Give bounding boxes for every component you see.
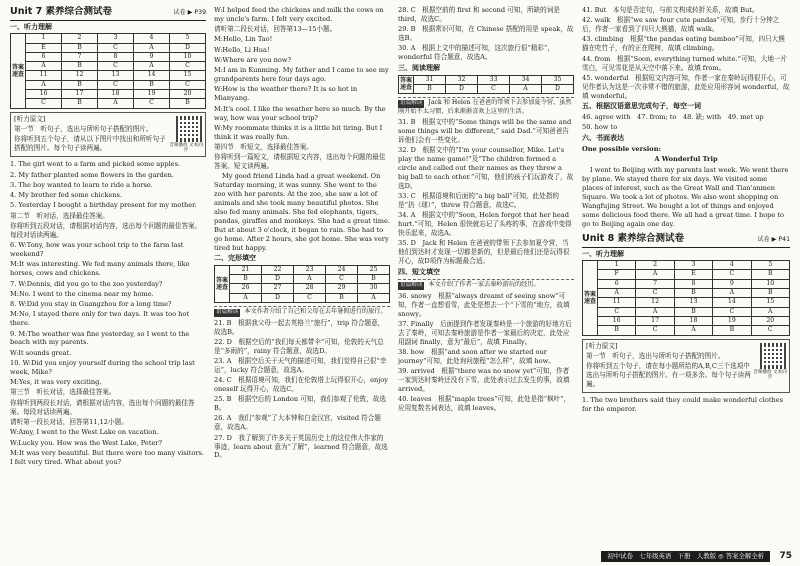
answer-cell: 2 <box>62 34 98 43</box>
answer-cell: C <box>170 62 206 71</box>
long-dialog-line-2: W:Lucky you. How was the West Lake, Peter? <box>10 438 163 447</box>
sentence-2: 2. My father planted some flowers in the garden. <box>10 170 175 179</box>
answer-cell: 2 <box>636 261 674 270</box>
unit8-part1-heading: 第一节 听句子，选出与所听句子搭配的图片。 <box>586 351 725 360</box>
qr-caption: 音频播放 文本同步 <box>169 142 203 153</box>
section5-heading: 五、根据汉语意思完成句子，每空一词 <box>582 102 701 111</box>
answer-cell: 21 <box>230 265 262 274</box>
col2-line-4: W:Hello, Li Hua! <box>214 45 270 54</box>
answer-cell: B <box>62 43 98 52</box>
answer-cell: B <box>62 99 98 108</box>
column-1 <box>10 6 206 544</box>
answer-cell: B <box>230 275 262 284</box>
answer-cell: 1 <box>26 34 62 43</box>
answer-cell: 11 <box>598 298 636 307</box>
answer-21: 21. B 根据我父母一起去英格兰“旅行”，trip 符合题意，故选B。 <box>214 318 385 336</box>
unit8-title: Unit 8 素养综合测试卷 <box>582 232 684 244</box>
answer-cell: A <box>294 275 326 284</box>
answer-46-49: 46. agree with 47. from; to 48. 缺; with 49. met up <box>582 112 764 121</box>
answer-cell: A <box>98 99 134 108</box>
col2-line-1: W:I helped feed the chickens and milk the cows on my uncle's farm. I felt very excited. <box>214 6 384 23</box>
sentence-1: 1. The girl went to a farm and picked some apples. <box>10 160 181 169</box>
part3-heading: 第三节 听长对话，选择最佳答案。 <box>10 388 116 397</box>
answer-cell: B <box>326 293 358 302</box>
answer-34: 34. A 根据文中的“Soon, Helen forgot that her head hurt.”可知，Helen 很快就忘记了头疼的事，在游戏中变得快乐起来，故选A。 <box>398 211 572 237</box>
dialog-9b: W:It sounds great. <box>10 348 72 357</box>
answer-cell: 7 <box>62 52 98 61</box>
answer-cell: 17 <box>62 90 98 99</box>
answer-cell: 14 <box>713 298 751 307</box>
dialog-10: 10. W:Did you enjoy yourself during the school trip last week, Mike? <box>10 359 195 376</box>
possible-version-label: One possible version: <box>582 144 661 153</box>
answer-cell: A <box>674 326 712 335</box>
answer-cell: A <box>598 289 636 298</box>
answer-cell: 27 <box>262 284 294 293</box>
unit8-header <box>582 233 790 248</box>
answer-cell: A <box>751 307 789 316</box>
answer-cell: 20 <box>751 316 789 325</box>
part4-passage: My good friend Linda had a great weekend. On Saturday morning, it was sunny. She went to the zoo with her parents. At the zoo, she saw a lot of animals and she took many beautiful photos. She also fed many animals. She fed elephants, tigers, pandas, giraffes and monkeys. She had a great time. But at about 3 o'clock, it began to rain. She had to go home. After 2 hours, she got home. She was very tired but happy. <box>214 172 390 252</box>
answer-cell: C <box>636 289 674 298</box>
unit8-transcript-heading: [听力原文] <box>586 341 618 350</box>
answer-table-label: 答案速查 <box>11 34 26 108</box>
answer-cell: C <box>326 275 358 284</box>
fill-note <box>398 279 574 290</box>
long-dialog-line-3: M:It was very beautiful. But there were too many visitors. I felt very tired. What about you? <box>10 448 205 466</box>
answer-table-label: 答案速查 <box>399 75 414 94</box>
answer-cell: B <box>414 84 446 93</box>
unit7-title: Unit 7 素养综合测试卷 <box>10 6 112 17</box>
answer-cell: 32 <box>446 75 478 84</box>
answer-cell: 23 <box>294 265 326 274</box>
answer-table-label: 答案速查 <box>215 265 230 302</box>
answer-cell: A <box>26 62 62 71</box>
unit8-section1-heading: 一、听力理解 <box>582 249 624 258</box>
answer-cell: 12 <box>636 298 674 307</box>
answer-30: 30. A 根据上文中的描述可知，这次旅行很“精彩”，wonderful 符合题意，故选A。 <box>398 44 554 62</box>
answer-cell: 16 <box>598 316 636 325</box>
part1-desc: 你将听到五个句子，请从以下图片中找出和所听句子搭配的图片。每个句子读两遍。 <box>14 135 166 153</box>
answer-cell: B <box>751 270 789 279</box>
answer-cell: C <box>636 326 674 335</box>
answer-cell: 14 <box>134 71 170 80</box>
part4-desc: 你将听到一篇短文，请根据短文内容，选出每个问题的最佳答案。短文读两遍。 <box>214 153 386 171</box>
section4-heading: 四、短文填空 <box>398 267 440 276</box>
answer-cell: 26 <box>230 284 262 293</box>
dialog-10b: M:Yes, it was very exciting. <box>10 378 102 387</box>
answer-cell: D <box>542 84 574 93</box>
answer-cell: 25 <box>358 265 390 274</box>
answer-cell: A <box>510 84 542 93</box>
answer-cell: C <box>170 80 206 89</box>
dialog-6: 6. W:Tony, how was your school trip to the farm last weekend? <box>10 241 184 259</box>
answer-cell: C <box>713 307 751 316</box>
answer-cell: 4 <box>134 34 170 43</box>
answer-cell: 10 <box>751 279 789 288</box>
section3-heading: 三、阅读理解 <box>398 64 440 73</box>
answer-cell: A <box>230 293 262 302</box>
answer-28: 28. C 根据空前的 first 和 second 可知，所缺的词是 third，故选C。 <box>398 6 560 23</box>
answer-cell: F <box>598 270 636 279</box>
answer-cell: 4 <box>713 261 751 270</box>
reading-note-text: Jack 和 Helen 在爸爸的带领下去参加夏令营，虽然刚开始不太习惯，后来渐渐喜欢上这里的生活。 <box>398 99 572 115</box>
unit8-ref: 试卷 ▶ P41 <box>757 235 790 243</box>
answer-36: 36. snowy 根据“always dreamt of seeing snow”可知，作者一直想看雪，此处是想去一个“下雪的”地方，故填 snowy。 <box>398 291 570 318</box>
answer-cell: C <box>26 99 62 108</box>
cloze-answer-table <box>214 265 390 303</box>
answer-cell: 6 <box>598 279 636 288</box>
answer-cell: D <box>262 293 294 302</box>
answer-39: 39. arrived 根据“there was no snow yet”可知，作者一家到达时秦岭还没有下雪，此处表示过去发生的事，故填 arrived。 <box>398 367 570 393</box>
listening-transcript-box <box>10 112 206 158</box>
answer-25: 25. B 根据空后的 London 可知，我们参观了伦敦，故选B。 <box>214 395 386 413</box>
answer-cell: C <box>751 326 789 335</box>
page-number: 75 <box>779 551 792 561</box>
col2-line-7: W:How is the weather there? It is so hot in Mianyang. <box>214 85 358 103</box>
part3-sub: 请听第一段长对话，回答第11,12小题。 <box>10 417 128 426</box>
answer-cell: A <box>26 80 62 89</box>
answer-cell: 18 <box>98 90 134 99</box>
unit8-sentence-1: 1. The two brothers said they could make wonderful clothes for the emperor. <box>582 396 784 414</box>
answer-cell: B <box>358 275 390 284</box>
unit8-answer-table <box>582 260 790 335</box>
section6-heading: 六、书面表达 <box>582 134 624 143</box>
unit8-transcript-box <box>582 339 790 394</box>
page-footer <box>0 550 800 562</box>
answer-cell: B <box>713 326 751 335</box>
part1-heading: 第一节 听句子，选出与所听句子搭配的图片。 <box>14 124 153 133</box>
col2-line-3: M:Hello, Lin Tao! <box>214 35 273 44</box>
answer-29: 29. B 根据常识可知，在 Chinese 搭配的用是 speak，故选B。 <box>398 25 574 43</box>
fill-note-tag: 语篇解读 <box>400 282 423 289</box>
answer-cell: 20 <box>170 90 206 99</box>
column-4 <box>582 6 790 544</box>
answer-cell: D <box>170 43 206 52</box>
answer-cell: 29 <box>326 284 358 293</box>
answer-cell: A <box>358 293 390 302</box>
reading-answer-table <box>398 75 574 95</box>
col2-line-5: W:Where are you now? <box>214 56 292 65</box>
answer-cell: B <box>674 307 712 316</box>
answer-cell: 35 <box>542 75 574 84</box>
answer-cell: 15 <box>751 298 789 307</box>
col2-line-9: W:My roommate thinks it is a little bit tiring. But I think it was really fun. <box>214 123 383 141</box>
answer-cell: 30 <box>358 284 390 293</box>
answer-cell: C <box>98 43 134 52</box>
dialog-9: 9. M:The weather was fine yesterday, so I went to the beach with my parents. <box>10 329 190 347</box>
answer-cell: 19 <box>134 90 170 99</box>
answer-24: 24. C 根据语境可知，我们在伦敦塔上玩得很开心，enjoy oneself 玩得开心，故选C。 <box>214 376 388 394</box>
answer-cell: B <box>674 289 712 298</box>
unit7-section1-heading: 一、听力理解 <box>10 22 52 31</box>
unit7-ref: 试卷 ▶ P39 <box>173 9 206 16</box>
part2-heading: 第二节 听对话，选择最佳答案。 <box>10 211 109 220</box>
answer-cell: 6 <box>26 52 62 61</box>
col2-line-8: M:It's cool. I like the weather here so much. By the way, how was your school trip? <box>214 104 386 122</box>
answer-23: 23. A 根据空后关于天气的描述可知，我们觉得自己很“幸运”，lucky 符合题意，故选A。 <box>214 356 387 374</box>
answer-44: 44. from 根据“Soon, everything turned white.”可知，大地一片雪白，可见雪花是从天空中落下来。故填 from。 <box>582 54 788 72</box>
answer-31: 31. B 根据文中的“Some things will be the same and some things will be different,” said Dad.”可知爸爸告诉他们会有一些变化。 <box>398 118 572 144</box>
part2-desc: 你将听到五段对话，请根据对话内容，选出每个问题的最佳答案。每段对话读两遍。 <box>10 222 202 239</box>
answer-27: 27. D 我了解到了许多关于英国历史上的这位伟大作家的事迹，learn about 意为“了解”，learned 符合题意，故选D。 <box>214 433 388 460</box>
reading-note <box>398 97 574 116</box>
sentence-3: 3. The boy wanted to learn to ride a horse. <box>10 180 153 189</box>
answer-cell: C <box>478 84 510 93</box>
answer-38: 38. how 根据“and soon after we started our journey”可知，此处询问旅程“怎么样”，故填 how。 <box>398 347 555 365</box>
sentence-4: 4. My brother fed some chickens. <box>10 191 122 200</box>
answer-cell: 18 <box>674 316 712 325</box>
answer-cell: 8 <box>98 52 134 61</box>
answer-table-label: 答案速查 <box>583 261 598 335</box>
answer-cell: 24 <box>326 265 358 274</box>
answer-40: 40. leaves 根据“maple trees”可知，此处是指“枫叶”，应用复数名词表达，故填 leaves。 <box>398 395 571 413</box>
answer-cell: 17 <box>636 316 674 325</box>
answer-cell: 16 <box>26 90 62 99</box>
answer-cell: 1 <box>598 261 636 270</box>
dialog-6b: M:It was interesting. We fed many animals there, like horses, cows and chickens. <box>10 260 190 278</box>
answer-cell: 13 <box>98 71 134 80</box>
essay-title: A Wonderful Trip <box>654 155 718 164</box>
answer-cell: 5 <box>751 261 789 270</box>
answer-cell: 10 <box>170 52 206 61</box>
answer-cell: 9 <box>134 52 170 61</box>
dialog-7: 7. W:Dennis, did you go to the zoo yesterday? <box>10 279 163 288</box>
col2-line-2: 请听第二段长对话，回答第13—15小题。 <box>214 25 337 34</box>
answer-50: 50. how to <box>582 123 618 132</box>
answer-cell: 34 <box>510 75 542 84</box>
answer-35: 35. D Jack 和 Helen 在爸爸的带领下去参加夏令营，当他们到达时才发现一切都是新的，但是最后他们还是玩得很开心，故D项作为标题最合适。 <box>398 239 570 265</box>
answer-cell: B <box>62 62 98 71</box>
answer-33: 33. C 根据语境和后面的“a big ball”可知，此处指的是“扔（球）”，threw 符合题意，故选C。 <box>398 191 559 209</box>
essay-body: I went to Beijing with my parents last week. We went there by plane. We stayed there for six days. We visited some places of interest, such as the Great Wall and Tian'anmen Square. We took a lot of photos. We also went shopping on Wangfujing Street. We bought a lot of things and enjoyed some delicious food there. We all had a great time. I hope to go to Beijing again one day. <box>582 166 789 228</box>
footer-band: 初中试卷 七年级英语 下册 人教版 ◎ 答案全解全析 <box>601 551 770 562</box>
qr-caption: 音频播放 文本同步 <box>753 369 787 380</box>
dialog-8b: M:No, I stayed there only for two days. It was too hot there. <box>10 310 190 328</box>
answer-cell: A <box>713 289 751 298</box>
answer-cell: 33 <box>478 75 510 84</box>
answer-cell: 3 <box>98 34 134 43</box>
transcript-heading: [听力原文] <box>14 114 46 123</box>
answer-cell: A <box>636 307 674 316</box>
answer-26: 26. A 我们“参观”了大本钟和白金汉宫，visited 符合题意，故选A。 <box>214 414 381 432</box>
dialog-7b: M:No. I went to the cinema near my home. <box>10 289 154 298</box>
answer-43: 43. climbing 根据“the pandas eating bamboo”可知，四只大熊猫在吃竹子，有的正在爬树，故填 climbing。 <box>582 35 785 53</box>
answer-cell: 9 <box>713 279 751 288</box>
answer-cell: 7 <box>636 279 674 288</box>
passage-note <box>214 306 390 317</box>
unit8-part1-desc: 你将听到五个句子，请在每小题所给的A,B,C三个选项中选出与所听句子搭配的图片。有一项多余。每个句子读两遍。 <box>586 362 751 388</box>
section2-heading: 二、完形填空 <box>214 254 256 263</box>
answer-cell: B <box>751 289 789 298</box>
answer-cell: C <box>598 307 636 316</box>
unit7-answer-table <box>10 33 206 108</box>
answer-cell: 13 <box>674 298 712 307</box>
answer-cell: E <box>26 43 62 52</box>
answer-cell: C <box>134 99 170 108</box>
column-2 <box>214 6 390 544</box>
unit7-header <box>10 6 206 21</box>
answer-cell: B <box>62 80 98 89</box>
passage-note-tag: 语篇解读 <box>216 309 239 316</box>
part4-heading: 第四节 听短文，选择最佳答案。 <box>214 142 313 151</box>
answer-45: 45. wonderful 根据短文内容可知，作者一家在秦岭玩得很开心，可见作者认为这是一次非常不错的旅游，此处应用形容词 wonderful，故填 wonderful。 <box>582 73 790 100</box>
answer-cell: C <box>98 80 134 89</box>
passage-note-text: 本文作者介绍了自己和父母在去年暑假进行的旅行。 <box>244 308 387 316</box>
reading-note-tag: 语篇解读 <box>400 100 423 107</box>
col2-line-6: M:I am in Kunming. My father and I came to see my grandparents here four days ago. <box>214 66 389 84</box>
answer-cell: C <box>713 270 751 279</box>
answer-41: 41. But 本句是否定句，与前文构成转折关系，故填 But。 <box>582 6 759 14</box>
answer-cell: A <box>636 270 674 279</box>
qr-code-icon[interactable] <box>760 343 786 369</box>
answer-cell: 12 <box>62 71 98 80</box>
answer-cell: A <box>134 43 170 52</box>
answer-37: 37. Finally 后面提到作者发现秦岭是一个旅游的好地方后去了秦岭，可知去秦岭旅游是作者一家最后的决定，此处应用副词 finally，意为“最后”，故填 Finally。 <box>398 319 572 346</box>
answer-cell: 8 <box>674 279 712 288</box>
answer-cell: E <box>674 270 712 279</box>
answer-22: 22. D 根据空后的“我们每天都带伞”可知，伦敦的天气总是“多雨的”，rainy 符合题意，故选D。 <box>214 337 384 355</box>
answer-cell: B <box>170 99 206 108</box>
answer-cell: A <box>134 62 170 71</box>
answer-cell: 5 <box>170 34 206 43</box>
answer-32: 32. D 根据文中的“I'm your counsellor, Mike. Let's play the name game!”及“The children formed a circle and called out their names as they threw a big ball to each other.”可知，他们的孩子们玩游戏了，故选D。 <box>398 146 574 190</box>
answer-cell: D <box>446 84 478 93</box>
answer-cell: B <box>598 326 636 335</box>
answer-cell: D <box>262 275 294 284</box>
part3-desc: 你将听到两段长对话，请根据对话内容，选出每个问题的最佳答案。每段对话读两遍。 <box>10 398 195 416</box>
answer-cell: 15 <box>170 71 206 80</box>
answer-cell: B <box>134 80 170 89</box>
long-dialog-line-1: W:Amy, I went to the West Lake on vacation. <box>10 428 159 437</box>
answer-cell: 31 <box>414 75 446 84</box>
answer-cell: 3 <box>674 261 712 270</box>
answer-cell: 19 <box>713 316 751 325</box>
answer-cell: 22 <box>262 265 294 274</box>
answer-cell: C <box>294 293 326 302</box>
fill-note-text: 本文介绍了作者一家去秦岭游玩的经历。 <box>428 281 540 289</box>
sentence-5: 5. Yesterday I bought a birthday present for my mother. <box>10 201 197 210</box>
answer-cell: 11 <box>26 71 62 80</box>
qr-code-icon[interactable] <box>176 116 202 142</box>
column-3 <box>398 6 574 544</box>
answer-cell: C <box>98 62 134 71</box>
answer-42: 42. walk 根据“we saw four cute pandas”可知，步行十分钟之后，作者一家看到了四只大熊猫，故填 walk。 <box>582 16 780 34</box>
answer-cell: 28 <box>294 284 326 293</box>
dialog-8: 8. W:Did you stay in Guangzhou for a long time? <box>10 300 172 309</box>
